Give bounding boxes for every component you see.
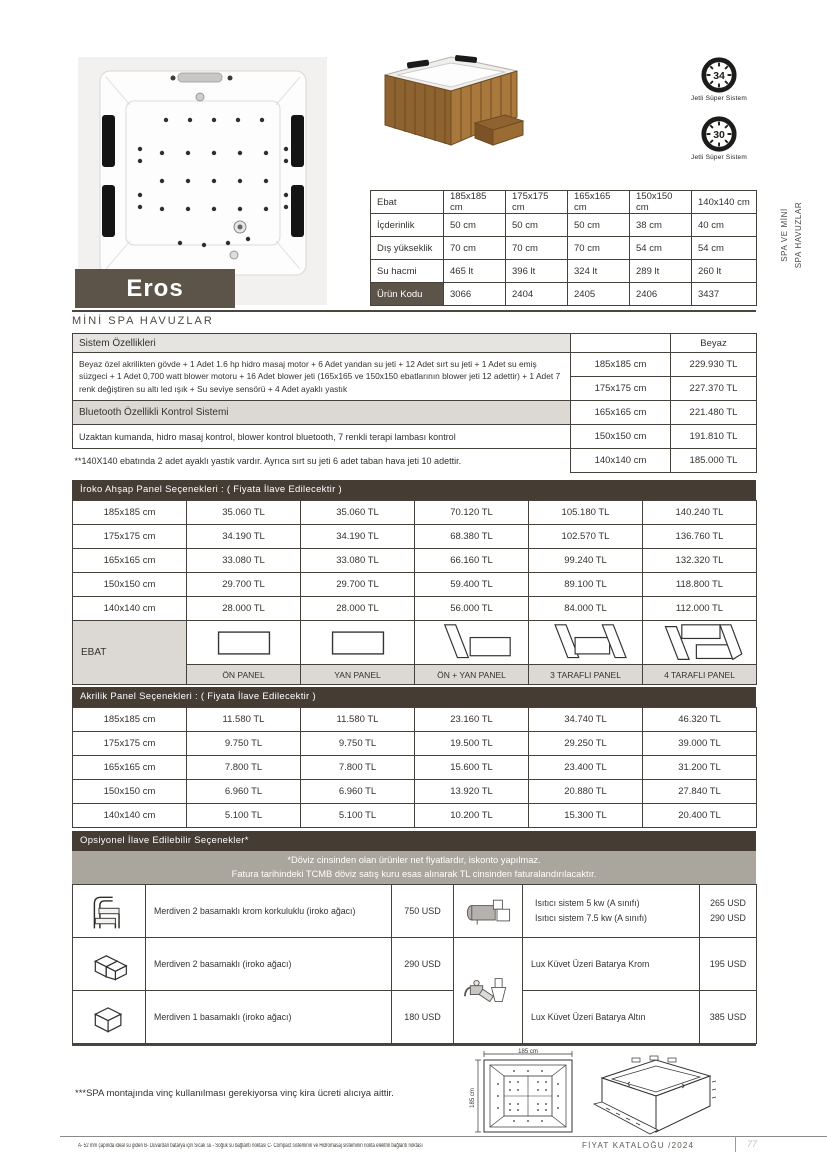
technical-plan-drawing xyxy=(456,1048,588,1136)
table-row xyxy=(73,449,757,473)
optional-item-price: 180 USD xyxy=(392,991,454,1044)
product-photo-wooden-spa xyxy=(355,45,525,150)
spec-table xyxy=(370,190,757,306)
panel-type-label: YAN PANEL xyxy=(301,665,415,685)
price-cell: 7.800 TL xyxy=(301,756,415,780)
faucet-chrome-price: 195 USD xyxy=(700,938,757,991)
side-tab-line1: SPA VE MİNİ xyxy=(780,208,790,262)
price-cell: 39.000 TL xyxy=(643,732,757,756)
price-cell: 136.760 TL xyxy=(643,525,757,549)
price-cell: 29.700 TL xyxy=(187,573,301,597)
panel-type-label: ÖN + YAN PANEL xyxy=(415,665,529,685)
product-photo-topview xyxy=(78,57,327,305)
side-tab-line2: SPA HAVUZLAR xyxy=(794,201,803,269)
currency-note-line2: Fatura tarihindeki TCMB döviz satış kuru esas alınarak TL cinsinden faturalandırılacaktır. xyxy=(231,868,597,879)
table-row: Ebat 185x185 cm 175x175 cm 165x165 cm 150x150 cm 140x140 cm xyxy=(371,191,757,214)
price-cell: 13.920 TL xyxy=(415,780,529,804)
table-row xyxy=(73,804,757,828)
product-name-label xyxy=(75,269,235,308)
optional-item-label: Merdiven 2 basamaklı krom korkuluklu (iroko ağacı) xyxy=(146,885,392,938)
front-side-panel-diagram-icon xyxy=(415,621,529,665)
price-cell: 35.060 TL xyxy=(301,501,415,525)
price-cell: 118.800 TL xyxy=(643,573,757,597)
table-row xyxy=(73,525,757,549)
price-cell: 11.580 TL xyxy=(187,708,301,732)
system-features-header: Sistem Özellikleri xyxy=(73,334,571,353)
price-cell: 68.380 TL xyxy=(415,525,529,549)
price-cell: 20.880 TL xyxy=(529,780,643,804)
optional-item-label: Merdiven 2 basamaklı (iroko ağacı) xyxy=(146,938,392,991)
price-cell: 11.580 TL xyxy=(301,708,415,732)
table-row xyxy=(73,885,757,938)
heater-labels xyxy=(523,885,700,938)
price-cell: 56.000 TL xyxy=(415,597,529,621)
table-row: Ürün Kodu 3066 2404 2405 2406 3437 xyxy=(371,283,757,306)
table-row xyxy=(73,334,757,353)
panel-type-label: 3 TARAFLI PANEL xyxy=(529,665,643,685)
price-cell: 7.800 TL xyxy=(187,756,301,780)
acrylic-panel-price-table xyxy=(72,707,757,828)
jet-count: 34 xyxy=(713,70,725,82)
front-panel-diagram-icon xyxy=(187,621,301,665)
table-row xyxy=(73,991,757,1044)
table-row xyxy=(73,708,757,732)
price-cell: 229.930 TL xyxy=(671,353,757,377)
size-cell: 175x175 cm xyxy=(73,525,187,549)
price-cell: 227.370 TL xyxy=(671,377,757,401)
section-divider xyxy=(72,1044,756,1046)
price-cell: 66.160 TL xyxy=(415,549,529,573)
price-cell: 46.320 TL xyxy=(643,708,757,732)
heater-label-5kw: Isıtıcı sistem 5 kw (A sınıfı) xyxy=(535,898,640,908)
table-row xyxy=(73,621,757,665)
size-cell: 175x175 cm xyxy=(73,732,187,756)
heater-prices xyxy=(700,885,757,938)
price-cell: 34.740 TL xyxy=(529,708,643,732)
ebat-label: EBAT xyxy=(73,621,187,685)
plan-dim-left: 185 cm xyxy=(470,1088,476,1108)
panel-type-label: ÖN PANEL xyxy=(187,665,301,685)
optional-items-table xyxy=(72,884,757,1044)
price-cell: 140.240 TL xyxy=(643,501,757,525)
three-side-panel-diagram-icon xyxy=(529,621,643,665)
jet-count: 30 xyxy=(713,129,725,141)
heater-price-5kw: 265 USD xyxy=(710,898,746,908)
price-cell: 102.570 TL xyxy=(529,525,643,549)
price-cell: 59.400 TL xyxy=(415,573,529,597)
size-cell: 140x140 cm xyxy=(73,804,187,828)
size-cell: 140x140 cm xyxy=(571,449,671,473)
crane-note: ***SPA montajında vinç kullanılması gerekiyorsa vinç kira ücreti alıcıya aittir. xyxy=(75,1088,394,1099)
price-cell: 33.080 TL xyxy=(301,549,415,573)
table-row: İçderinlik 50 cm 50 cm 50 cm 38 cm 40 cm xyxy=(371,214,757,237)
price-cell: 5.100 TL xyxy=(301,804,415,828)
spec-label: Su hacmi xyxy=(371,260,444,283)
table-row xyxy=(73,756,757,780)
size-cell: 150x150 cm xyxy=(571,425,671,449)
table-row xyxy=(73,401,757,425)
size-cell: 150x150 cm xyxy=(73,780,187,804)
table-row xyxy=(73,780,757,804)
acrylic-panel-section-header: Akrilik Panel Seçenekleri : ( Fiyata İlave Edilecektir ) xyxy=(72,687,756,707)
table-row xyxy=(73,732,757,756)
currency-note-line1: *Döviz cinsinden olan ürünler net fiyatlardır, iskonto yapılmaz. xyxy=(287,855,541,866)
four-side-panel-diagram-icon xyxy=(643,621,757,665)
size-cell: 175x175 cm xyxy=(571,377,671,401)
bluetooth-feature-row: Bluetooth Özellikli Kontrol Sistemi xyxy=(73,401,571,425)
footer-page-divider xyxy=(735,1136,736,1152)
price-cell: 31.200 TL xyxy=(643,756,757,780)
size-cell: 185x185 cm xyxy=(73,501,187,525)
price-cell: 23.400 TL xyxy=(529,756,643,780)
price-cell: 34.190 TL xyxy=(187,525,301,549)
spec-label: Ebat xyxy=(371,191,444,214)
table-row: Su hacmi 465 lt 396 lt 324 lt 289 lt 260 lt xyxy=(371,260,757,283)
price-cell: 99.240 TL xyxy=(529,549,643,573)
side-panel-diagram-icon xyxy=(301,621,415,665)
size-cell: 165x165 cm xyxy=(73,549,187,573)
jet-dial-icon xyxy=(700,115,738,153)
faucet-gold-label: Lux Küvet Üzeri Batarya Altın xyxy=(523,991,700,1044)
table-row xyxy=(73,353,757,377)
table-row xyxy=(73,597,757,621)
price-cell: 28.000 TL xyxy=(301,597,415,621)
heater-label-7-5kw: Isıtıcı sistem 7.5 kw (A sınıfı) xyxy=(535,913,647,923)
plan-dim-top: 185 cm xyxy=(518,1049,538,1055)
table-row xyxy=(73,549,757,573)
size-cell: 165x165 cm xyxy=(73,756,187,780)
footer-catalog-title: FİYAT KATALOĞU /2024 xyxy=(582,1141,695,1150)
size-cell: 140x140 cm xyxy=(73,597,187,621)
page-number: 77 xyxy=(747,1139,758,1149)
panel-type-table xyxy=(72,620,757,685)
price-cell: 15.300 TL xyxy=(529,804,643,828)
section-divider xyxy=(72,310,756,312)
remote-feature-row: Uzaktan kumanda, hidro masaj kontrol, blower kontrol bluetooth, 7 renkli terapi lambası kontrol xyxy=(73,425,571,449)
faucet-icon xyxy=(454,938,523,1044)
price-cell: 89.100 TL xyxy=(529,573,643,597)
price-cell: 105.180 TL xyxy=(529,501,643,525)
price-cell: 23.160 TL xyxy=(415,708,529,732)
technical-iso-drawing xyxy=(592,1052,720,1136)
price-cell: 84.000 TL xyxy=(529,597,643,621)
heater-price-7-5kw: 290 USD xyxy=(710,913,746,923)
price-cell: 6.960 TL xyxy=(301,780,415,804)
size-cell: 165x165 cm xyxy=(571,401,671,425)
price-cell: 9.750 TL xyxy=(301,732,415,756)
product-name: Eros xyxy=(126,274,184,302)
jet-badge-caption: Jetli Süper Sistem xyxy=(691,95,747,102)
optional-section-header: Opsiyonel İlave Edilebilir Seçenekler* xyxy=(72,831,756,851)
footer-divider xyxy=(60,1136,827,1137)
price-cell: 19.500 TL xyxy=(415,732,529,756)
iroko-panel-price-table xyxy=(72,500,757,621)
price-cell: 29.700 TL xyxy=(301,573,415,597)
price-cell: 35.060 TL xyxy=(187,501,301,525)
size-cell: 150x150 cm xyxy=(73,573,187,597)
wooden-spa-drawing xyxy=(355,45,525,150)
price-cell: 10.200 TL xyxy=(415,804,529,828)
table-row: Dış yükseklik 70 cm 70 cm 70 cm 54 cm 54 cm xyxy=(371,237,757,260)
one-step-ladder-icon xyxy=(73,991,146,1044)
faucet-chrome-label: Lux Küvet Üzeri Batarya Krom xyxy=(523,938,700,991)
system-features-table xyxy=(72,333,757,473)
price-cell: 221.480 TL xyxy=(671,401,757,425)
heater-icon xyxy=(454,885,523,938)
faucet-gold-price: 385 USD xyxy=(700,991,757,1044)
price-cell: 132.320 TL xyxy=(643,549,757,573)
side-tab-vertical-label xyxy=(749,195,827,275)
price-cell: 185.000 TL xyxy=(671,449,757,473)
spa-topview-drawing xyxy=(78,57,327,305)
iroko-panel-section-header: İroko Ahşap Panel Seçenekleri : ( Fiyata İlave Edilecektir ) xyxy=(72,480,756,500)
price-cell: 27.840 TL xyxy=(643,780,757,804)
optional-item-label: Merdiven 1 basamaklı (iroko ağacı) xyxy=(146,991,392,1044)
two-step-ladder-icon xyxy=(73,938,146,991)
jet-dial-icon xyxy=(700,56,738,94)
size-note: **140X140 ebatında 2 adet ayaklı yastık vardır. Ayrıca sırt su jeti 6 adet taban hava jeti 10 adettir. xyxy=(74,455,462,466)
price-cell: 6.960 TL xyxy=(187,780,301,804)
ladder-with-rail-icon xyxy=(73,885,146,938)
price-cell: 9.750 TL xyxy=(187,732,301,756)
price-cell: 33.080 TL xyxy=(187,549,301,573)
spec-label-product-code: Ürün Kodu xyxy=(371,283,444,306)
price-cell: 28.000 TL xyxy=(187,597,301,621)
optional-item-price: 290 USD xyxy=(392,938,454,991)
table-row xyxy=(73,425,757,449)
price-cell: 20.400 TL xyxy=(643,804,757,828)
jet-badge-34 xyxy=(676,56,762,102)
spec-label: İçderinlik xyxy=(371,214,444,237)
size-cell: 185x185 cm xyxy=(571,353,671,377)
price-cell: 34.190 TL xyxy=(301,525,415,549)
price-cell: 15.600 TL xyxy=(415,756,529,780)
jet-badges xyxy=(676,56,762,174)
footer-legend: A- 52 mm çapında ideal su gideri B- Duvardan batarya için Sıcak su - Soğuk su bağlantı noktası C- Compact sisteminin ve Hidromasaj sisteminin nokta elektrik bağlantı noktası xyxy=(78,1143,423,1149)
panel-type-label: 4 TARAFLI PANEL xyxy=(643,665,757,685)
price-cell: 112.000 TL xyxy=(643,597,757,621)
spec-label: Dış yükseklik xyxy=(371,237,444,260)
optional-item-price: 750 USD xyxy=(392,885,454,938)
jet-badge-30 xyxy=(676,115,762,161)
table-row xyxy=(73,573,757,597)
price-cell: 5.100 TL xyxy=(187,804,301,828)
system-features-text: Beyaz özel akrilikten gövde + 1 Adet 1.6 hp hidro masaj motor + 6 Adet yandan su jeti + 12 Adet sırt su jeti + 1 Adet su emiş süzgeci + 1 Adet 0,700 watt blower motoru + 16 Adet blower jeti (165x165 ve 150x150 ebatlarının blower jeti 12 adettir) + 1 Adet 7 renk değiştiren su altı led ışık + Su seviye sensörü + 4 Adet ayaklı yastık xyxy=(73,353,571,401)
price-cell: 29.250 TL xyxy=(529,732,643,756)
price-cell: 70.120 TL xyxy=(415,501,529,525)
jet-badge-caption: Jetli Süper Sistem xyxy=(691,154,747,161)
color-column-header: Beyaz xyxy=(671,334,757,353)
size-cell: 185x185 cm xyxy=(73,708,187,732)
table-row xyxy=(73,501,757,525)
currency-note xyxy=(72,851,756,884)
page-title: MİNİ SPA HAVUZLAR xyxy=(72,315,214,327)
price-cell: 191.810 TL xyxy=(671,425,757,449)
table-row xyxy=(73,938,757,991)
